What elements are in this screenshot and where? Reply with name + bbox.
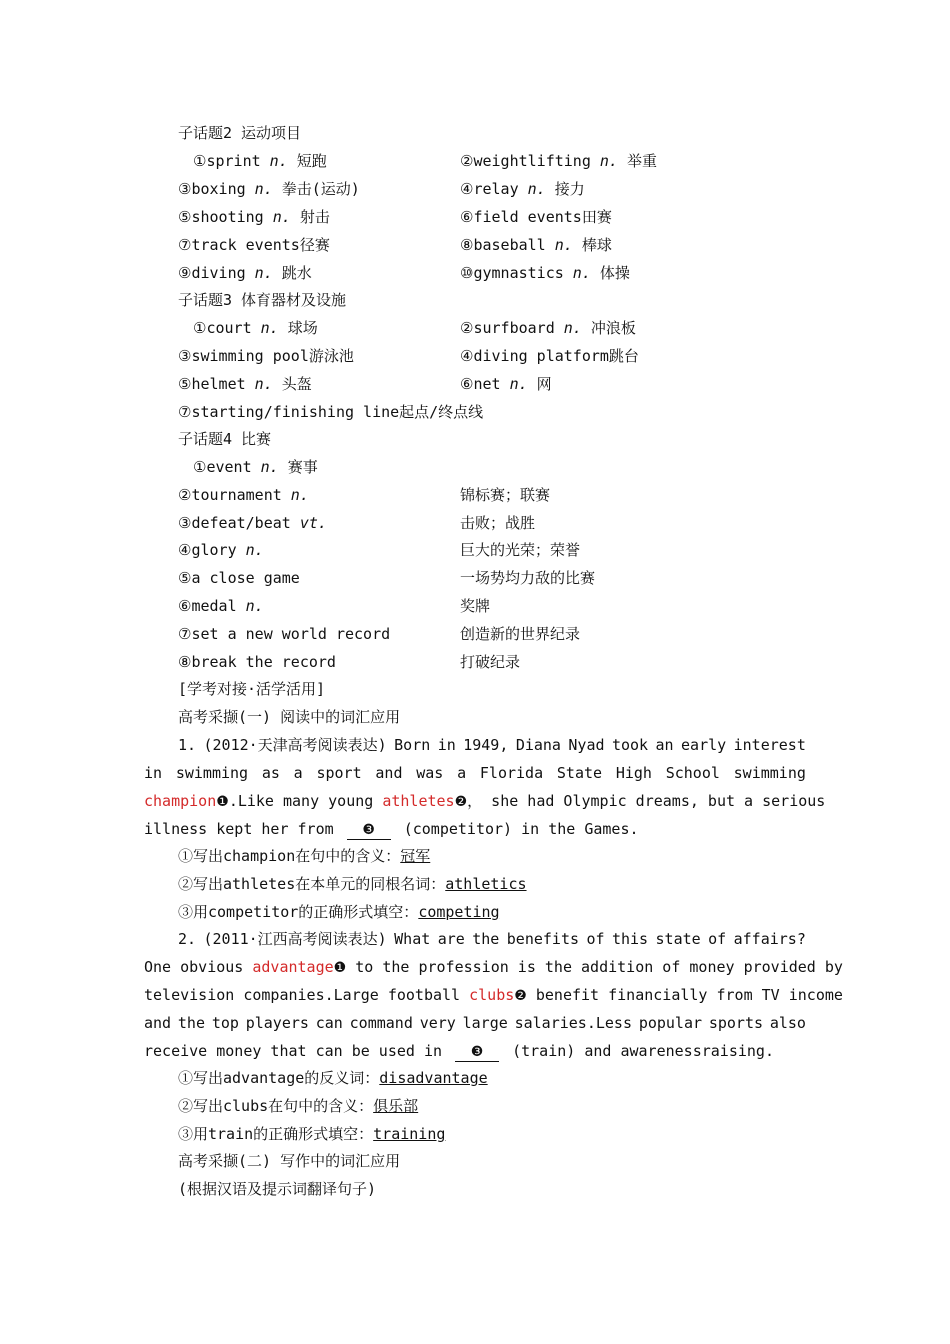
vocab-cn: 射击	[290, 208, 330, 226]
word: was	[416, 764, 444, 782]
q2-line-5	[144, 1039, 774, 1063]
vocab-item	[178, 372, 312, 396]
word: can	[315, 1014, 343, 1032]
word: a	[457, 764, 467, 782]
vocab-cn: 网	[527, 375, 552, 393]
highlight-word: clubs	[469, 986, 515, 1004]
vocab-pos: n.	[269, 152, 288, 170]
vocab-pos: n.	[254, 375, 273, 393]
vocab-en: ⑧baseball	[460, 236, 555, 254]
subtopic-3-title	[178, 288, 346, 312]
vocab-cn: 举重	[617, 152, 657, 170]
vocab-item	[460, 261, 630, 285]
prompt: ①写出champion在句中的含义：	[178, 847, 401, 865]
marker-2: ❷	[514, 988, 527, 1004]
vocab-item	[178, 233, 330, 257]
vocab-cn: 跳水	[272, 264, 312, 282]
q2-answer-2	[178, 1094, 418, 1118]
subtopic-3-title-text: 子话题3 体育器材及设施	[178, 291, 347, 309]
answer: competing	[418, 903, 500, 921]
word: early	[681, 736, 727, 754]
word: players	[245, 1014, 309, 1032]
vocab-en: ①court	[193, 319, 261, 337]
vocab-en: ⑤helmet	[178, 375, 255, 393]
word: in	[437, 736, 456, 754]
word: command	[349, 1014, 413, 1032]
text: One obvious	[144, 958, 253, 976]
vocab-pos: n.	[290, 486, 309, 504]
vocab-item	[178, 511, 327, 535]
word: an	[655, 736, 674, 754]
word: benefits	[506, 930, 580, 948]
vocab-cn: 接力	[545, 180, 585, 198]
q2-answer-3	[178, 1122, 445, 1146]
vocab-pos: n.	[572, 264, 591, 282]
vocab-pos: n.	[599, 152, 618, 170]
word: What	[394, 930, 431, 948]
word: as	[261, 764, 280, 782]
marker-1: ❶	[333, 960, 347, 976]
text: (train) and awarenessraising.	[503, 1042, 774, 1060]
word: salaries.Less	[514, 1014, 632, 1032]
q1-line-3	[144, 789, 825, 813]
answer: 冠军	[400, 847, 431, 865]
vocab-en: ②tournament	[178, 486, 291, 504]
vocab-item	[178, 205, 330, 229]
vocab-item	[193, 455, 318, 479]
vocab-pos: n.	[509, 375, 528, 393]
word: 2.	[178, 930, 197, 948]
vocab-cn: 球场	[278, 319, 318, 337]
vocab-en: ⑧break the record	[178, 653, 336, 671]
vocab-en: ⑤a close game	[178, 569, 300, 587]
vocab-en: ③swimming pool游泳池	[178, 347, 354, 365]
vocab-pos: n.	[554, 236, 573, 254]
word: took	[611, 736, 649, 754]
answer: 俱乐部	[373, 1097, 419, 1115]
part-2-heading: 高考采撷(二) 写作中的词汇应用	[178, 1152, 401, 1170]
vocab-en: ⑦starting/finishing line起点/终点线	[178, 403, 484, 421]
word: 1.	[178, 736, 197, 754]
vocab-cn: 棒球	[572, 236, 612, 254]
vocab-pos: n.	[272, 208, 291, 226]
text: illness kept her from	[144, 820, 343, 838]
vocab-item	[193, 149, 327, 173]
q1-answer-3	[178, 900, 500, 924]
word: Nyad	[568, 736, 605, 754]
word: State	[556, 764, 603, 782]
vocab-item	[460, 344, 639, 368]
vocab-en: ⑩gymnastics	[460, 264, 573, 282]
vocab-item	[178, 483, 309, 507]
vocab-en: ③boxing	[178, 180, 255, 198]
q1-answer-2	[178, 872, 527, 896]
vocab-item	[178, 261, 312, 285]
answer: training	[373, 1125, 446, 1143]
vocab-pos: n.	[245, 541, 264, 559]
vocab-cn: 巨大的光荣；荣誉	[460, 541, 581, 559]
vocab-cn: 体操	[590, 264, 630, 282]
word: very	[419, 1014, 456, 1032]
vocab-pos: n.	[245, 597, 264, 615]
text: to the profession is the addition of money provided by	[346, 958, 843, 976]
vocab-en: ⑤shooting	[178, 208, 273, 226]
highlight-word: advantage	[252, 958, 334, 976]
word: Diana	[515, 736, 561, 754]
word: top	[211, 1014, 239, 1032]
vocab-pos: n.	[254, 264, 273, 282]
word: sport	[316, 764, 362, 782]
part-2-note: (根据汉语及提示词翻译句子)	[178, 1180, 377, 1198]
subtopic-2-title-text: 子话题2 运动项目	[178, 124, 302, 142]
q1-line-1	[178, 733, 806, 757]
q1-line-4	[144, 817, 639, 841]
vocab-cn: 短跑	[287, 152, 327, 170]
vocab-en: ⑨diving	[178, 264, 255, 282]
vocab-en: ⑥net	[460, 375, 510, 393]
q2-line-3	[144, 983, 843, 1007]
word: this	[611, 930, 649, 948]
text: receive money that can be used in	[144, 1042, 452, 1060]
prompt: ③用train的正确形式填空：	[178, 1125, 374, 1143]
vocab-cn: 击败；战胜	[460, 514, 536, 532]
q1-answer-1	[178, 844, 430, 868]
vocab-item	[178, 400, 483, 424]
word: sports	[708, 1014, 764, 1032]
text: (competitor) in the Games.	[394, 820, 639, 838]
vocab-pos: n.	[254, 180, 273, 198]
word: and	[375, 764, 403, 782]
word: in	[144, 764, 163, 782]
vocab-en: ②weightlifting	[460, 152, 600, 170]
marker-2: ❷	[454, 794, 468, 810]
vocab-item	[178, 566, 300, 590]
word: swimming	[175, 764, 249, 782]
word: School	[665, 764, 720, 782]
word: interest	[733, 736, 806, 754]
vocab-en: ⑦set a new world record	[178, 625, 391, 643]
vocab-en: ④diving platform跳台	[460, 347, 639, 365]
marker-1: ❶	[216, 794, 229, 810]
vocab-en: ②surfboard	[460, 319, 564, 337]
q2-answer-1	[178, 1066, 488, 1090]
vocab-item	[460, 149, 657, 173]
text: television companies.Large football	[144, 986, 470, 1004]
vocab-en: ①event	[193, 458, 261, 476]
vocab-en: ⑥field events田赛	[460, 208, 612, 226]
word: large	[462, 1014, 508, 1032]
answer: disadvantage	[379, 1069, 488, 1087]
vocab-en: ③defeat/beat	[178, 514, 300, 532]
vocab-cn: 打破纪录	[460, 653, 521, 671]
word: of	[586, 930, 605, 948]
vocab-cn: 头盔	[272, 375, 312, 393]
vocab-en: ④glory	[178, 541, 246, 559]
word: (2012·天津高考阅读表达)	[203, 736, 387, 754]
word: also	[769, 1014, 806, 1032]
vocab-en: ⑥medal	[178, 597, 246, 615]
q1-line-2	[144, 761, 806, 785]
word: affairs?	[733, 930, 806, 948]
vocab-item	[178, 344, 354, 368]
vocab-en: ⑦track events径赛	[178, 236, 330, 254]
vocab-en: ④relay	[460, 180, 528, 198]
vocab-item	[460, 372, 552, 396]
prompt: ③用competitor的正确形式填空：	[178, 903, 419, 921]
highlight-word: athletes	[382, 792, 455, 810]
subtopic-4-title	[178, 427, 271, 451]
word: the	[472, 930, 500, 948]
q2-line-1	[178, 927, 806, 951]
vocab-item	[460, 177, 585, 201]
vocab-item	[178, 177, 360, 201]
word: (2011·江西高考阅读表达)	[203, 930, 387, 948]
vocab-item	[178, 538, 264, 562]
word: the	[177, 1014, 205, 1032]
vocab-item	[460, 316, 636, 340]
word: High	[615, 764, 652, 782]
vocab-cn: 冲浪板	[581, 319, 636, 337]
vocab-pos: n.	[527, 180, 546, 198]
vocab-cn: 创造新的世界纪录	[460, 625, 581, 643]
word: popular	[638, 1014, 703, 1032]
word: swimming	[733, 764, 806, 782]
vocab-pos: n.	[563, 319, 582, 337]
subtopic-2-title	[178, 121, 301, 145]
text: ， she had Olympic dreams, but a serious	[467, 792, 826, 810]
word: state	[655, 930, 701, 948]
prompt: ②写出athletes在本单元的同根名词：	[178, 875, 446, 893]
vocab-cn: 赛事	[278, 458, 318, 476]
vocab-pos: vt.	[299, 514, 327, 532]
word: 1949,	[463, 736, 509, 754]
text: .Like many young	[228, 792, 383, 810]
highlight-word: champion	[144, 792, 217, 810]
word: are	[437, 930, 465, 948]
section-bracket-heading: [学考对接·活学活用]	[178, 680, 326, 698]
word: Born	[394, 736, 431, 754]
vocab-cn: 锦标赛；联赛	[460, 486, 551, 504]
text: benefit financially from TV income	[526, 986, 843, 1004]
vocab-en: ①sprint	[193, 152, 270, 170]
answer: athletics	[445, 875, 527, 893]
vocab-cn: 拳击(运动)	[272, 180, 360, 198]
vocab-item	[460, 205, 612, 229]
word: Florida	[479, 764, 544, 782]
prompt: ①写出advantage的反义词：	[178, 1069, 380, 1087]
word: a	[293, 764, 303, 782]
vocab-pos: n.	[260, 458, 279, 476]
vocab-cn: 一场势均力敌的比赛	[460, 569, 596, 587]
prompt: ②写出clubs在句中的含义：	[178, 1097, 374, 1115]
vocab-item	[193, 316, 318, 340]
vocab-item	[178, 622, 390, 646]
word: of	[708, 930, 727, 948]
vocab-item	[178, 650, 336, 674]
q2-line-2	[144, 955, 843, 979]
q2-line-4	[144, 1011, 806, 1035]
part-1-heading: 高考采撷(一) 阅读中的词汇应用	[178, 708, 401, 726]
fill-blank-3[interactable]: ❸	[455, 1043, 499, 1062]
vocab-cn: 奖牌	[460, 597, 491, 615]
fill-blank-3[interactable]: ❸	[347, 821, 391, 840]
vocab-pos: n.	[260, 319, 279, 337]
subtopic-4-title-text: 子话题4 比赛	[178, 430, 272, 448]
word: and	[144, 1014, 172, 1032]
vocab-item	[460, 233, 612, 257]
vocab-item	[178, 594, 264, 618]
